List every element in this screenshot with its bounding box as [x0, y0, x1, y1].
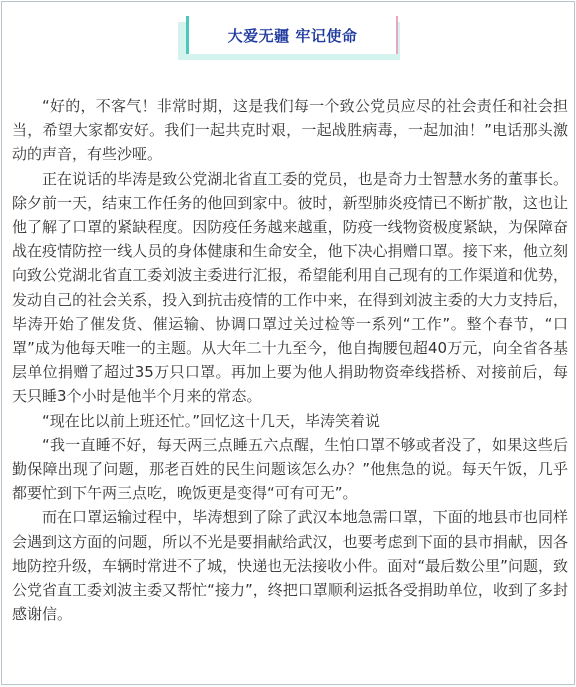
- article-page: [1, 1, 575, 685]
- paragraph-2: 正在说话的毕涛是致公党湖北省直工委的党员，也是奇力士智慧水务的董事长。除夕前一天，结束工作任务的他回到家中。彼时，新型肺炎疫情已不断扩散，这也让他了解了口罩的紧缺程度。因防疫任务越来越重，防疫一线物资极度紧缺，为保障奋战在疫情防控一线人员的身体健康和生命安全，他下决心捐赠口罩。接下来，他立刻向致公党湖北省直工委刘波主委进行汇报，希望能利用自己现有的工作渠道和优势，发动自己的社会关系，投入到抗击疫情的工作中来，在得到刘波主委的大力支持后，毕涛开始了催发货、催运输、协调口罩过关过检等一系列“工作”。整个春节，“口罩”成为他每天唯一的主题。从大年二十九至今，他自掏腰包超40万元，向全省各基层单位捐赠了超过35万只口罩。再加上要为他人捐助物资牵线搭桥、对接前后，每天只睡3个小时是他半个月来的常态。: [12, 169, 568, 406]
- article-body: [12, 94, 568, 626]
- paragraph-5: 而在口罩运输过程中，毕涛想到了除了武汉本地急需口罩，下面的地县市也同样会遇到这方面的问题，所以不光是要捐献给武汉，也要考虑到下面的县市捐献，因各地防控升级，车辆时常进不了城，快递也无法接收小件。面对“最后数公里”问题，致公党省直工委刘波主委又帮忙“接力”，终把口罩顺利运抵各受捐助单位，收到了多封感谢信。: [12, 508, 568, 624]
- title-box: [186, 16, 398, 54]
- paragraph-1: “好的，不客气！非常时期，这是我们每一个致公党员应尽的社会责任和社会担当，希望大家都安好。我们一起共克时艰，一起战胜病毒，一起加油！”电话那头激动的声音，有些沙哑。: [12, 97, 568, 164]
- title-banner: [178, 16, 400, 60]
- paragraph-3: “现在比以前上班还忙。”回忆这十几天，毕涛笑着说: [42, 411, 381, 430]
- paragraph-4: “我一直睡不好，每天两三点睡五六点醒，生怕口罩不够或者没了，如果这些后勤保障出现了问题，那老百姓的民生问题该怎么办？”他焦急的说。每天午饭，几乎都要忙到下午两三点吃，晚饭更是变得“可有可无”。: [12, 435, 568, 503]
- page-title: 大爱无疆 牢记使命: [227, 26, 358, 45]
